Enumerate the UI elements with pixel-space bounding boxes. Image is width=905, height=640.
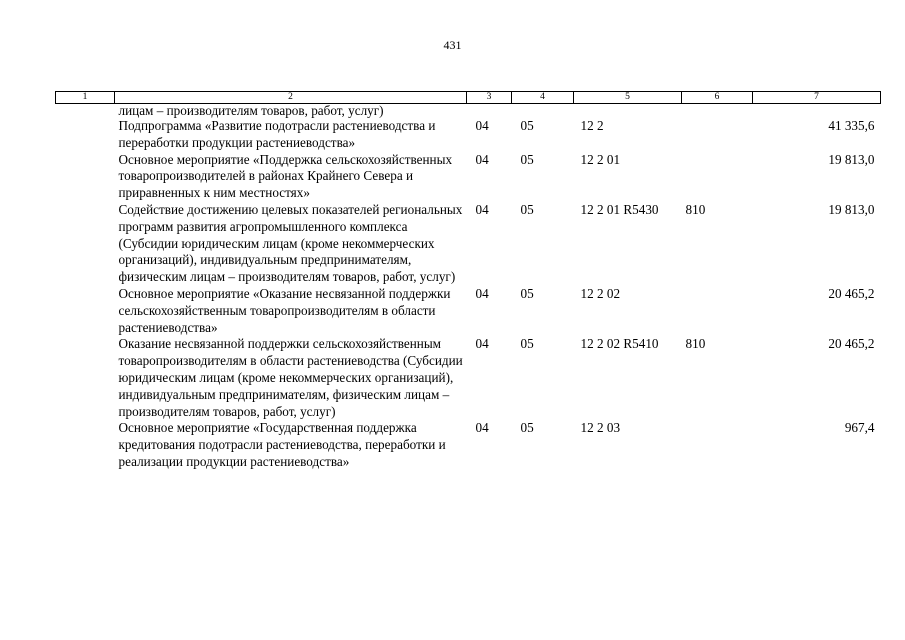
column-number-4: 4: [512, 92, 574, 104]
amount: 20 465,2: [828, 285, 875, 301]
amount: 967,4: [844, 420, 875, 436]
row-index-cell: [56, 336, 115, 420]
section-code: [467, 104, 512, 119]
column-number-row: [56, 92, 881, 104]
row-name: Основное мероприятие «Оказание несвязанной поддержки сельскохозяйственным товаропроизводителям в области растениеводства»: [118, 285, 451, 335]
section-code: 04: [475, 201, 489, 217]
amount: 19 813,0: [828, 151, 875, 167]
column-number-1: 1: [56, 92, 115, 104]
subsection-code: 05: [520, 336, 534, 352]
row-name: Подпрограмма «Развитие подотрасли растениеводства и переработки продукции растениеводства»: [118, 118, 436, 150]
row-index-cell: [56, 104, 115, 119]
expense-type-code: [682, 104, 753, 119]
target-article-code: 12 2 02 R5410: [580, 336, 659, 352]
amount: 41 335,6: [828, 118, 875, 133]
row-name: Содействие достижению целевых показателей региональных программ развития агропромышленного комплекса (Субсидии юридическим лицам (кроме некоммерческих организаций), индивидуальным предпринимателям, физическим лицам – производителям товаров, работ, услуг): [118, 201, 463, 285]
table-row: [56, 336, 881, 420]
expense-type-code: 810: [685, 336, 706, 352]
section-code: 04: [475, 285, 489, 301]
subsection-code: 05: [520, 420, 534, 436]
target-article-code: 12 2: [580, 118, 604, 133]
row-index-cell: [56, 118, 115, 152]
section-code: 04: [475, 420, 489, 436]
budget-table: [55, 91, 881, 471]
amount: 19 813,0: [828, 201, 875, 217]
expense-type-code: [682, 420, 753, 470]
section-code: 04: [475, 151, 489, 167]
expense-type-code: 810: [685, 201, 706, 217]
column-number-5: 5: [574, 92, 682, 104]
page-number: 431: [443, 38, 462, 52]
table-row: [56, 104, 881, 119]
row-index-cell: [56, 286, 115, 336]
section-code: 04: [475, 336, 489, 352]
table-row: [56, 420, 881, 470]
expense-type-code: [682, 286, 753, 336]
row-index-cell: [56, 420, 115, 470]
table-row: [56, 152, 881, 202]
subsection-code: [512, 104, 574, 119]
row-name: лицам – производителям товаров, работ, услуг): [118, 103, 384, 118]
row-index-cell: [56, 202, 115, 286]
section-code: 04: [475, 118, 489, 133]
expense-type-code: [682, 152, 753, 202]
column-number-7: 7: [753, 92, 881, 104]
table-row: [56, 286, 881, 336]
column-number-2: 2: [115, 92, 467, 104]
amount: 20 465,2: [828, 336, 875, 352]
row-name: Основное мероприятие «Государственная поддержка кредитования подотрасли растениеводства, переработки и реализации продукции растениеводства»: [118, 420, 446, 469]
column-number-6: 6: [682, 92, 753, 104]
target-article-code: 12 2 03: [580, 420, 621, 436]
row-index-cell: [56, 152, 115, 202]
subsection-code: 05: [520, 151, 534, 167]
subsection-code: 05: [520, 285, 534, 301]
amount: [753, 104, 881, 119]
target-article-code: 12 2 02: [580, 285, 621, 301]
table-row: [56, 118, 881, 152]
row-name: Оказание несвязанной поддержки сельскохозяйственным товаропроизводителям в области растениеводства (Субсидии юридическим лицам (кроме некоммерческих организаций), индивидуальным предпринимателям, физическим лицам – производителям товаров, работ, услуг): [118, 336, 463, 419]
target-article-code: 12 2 01: [580, 151, 621, 167]
expense-type-code: [682, 118, 753, 152]
table-row: [56, 202, 881, 286]
subsection-code: 05: [520, 201, 534, 217]
target-article-code: 12 2 01 R5430: [580, 201, 659, 217]
target-article-code: [574, 104, 682, 119]
column-number-3: 3: [467, 92, 512, 104]
subsection-code: 05: [520, 118, 534, 133]
row-name: Основное мероприятие «Поддержка сельскохозяйственных товаропроизводителей в районах Крайнего Севера и приравненных к ним местностях»: [118, 151, 453, 201]
